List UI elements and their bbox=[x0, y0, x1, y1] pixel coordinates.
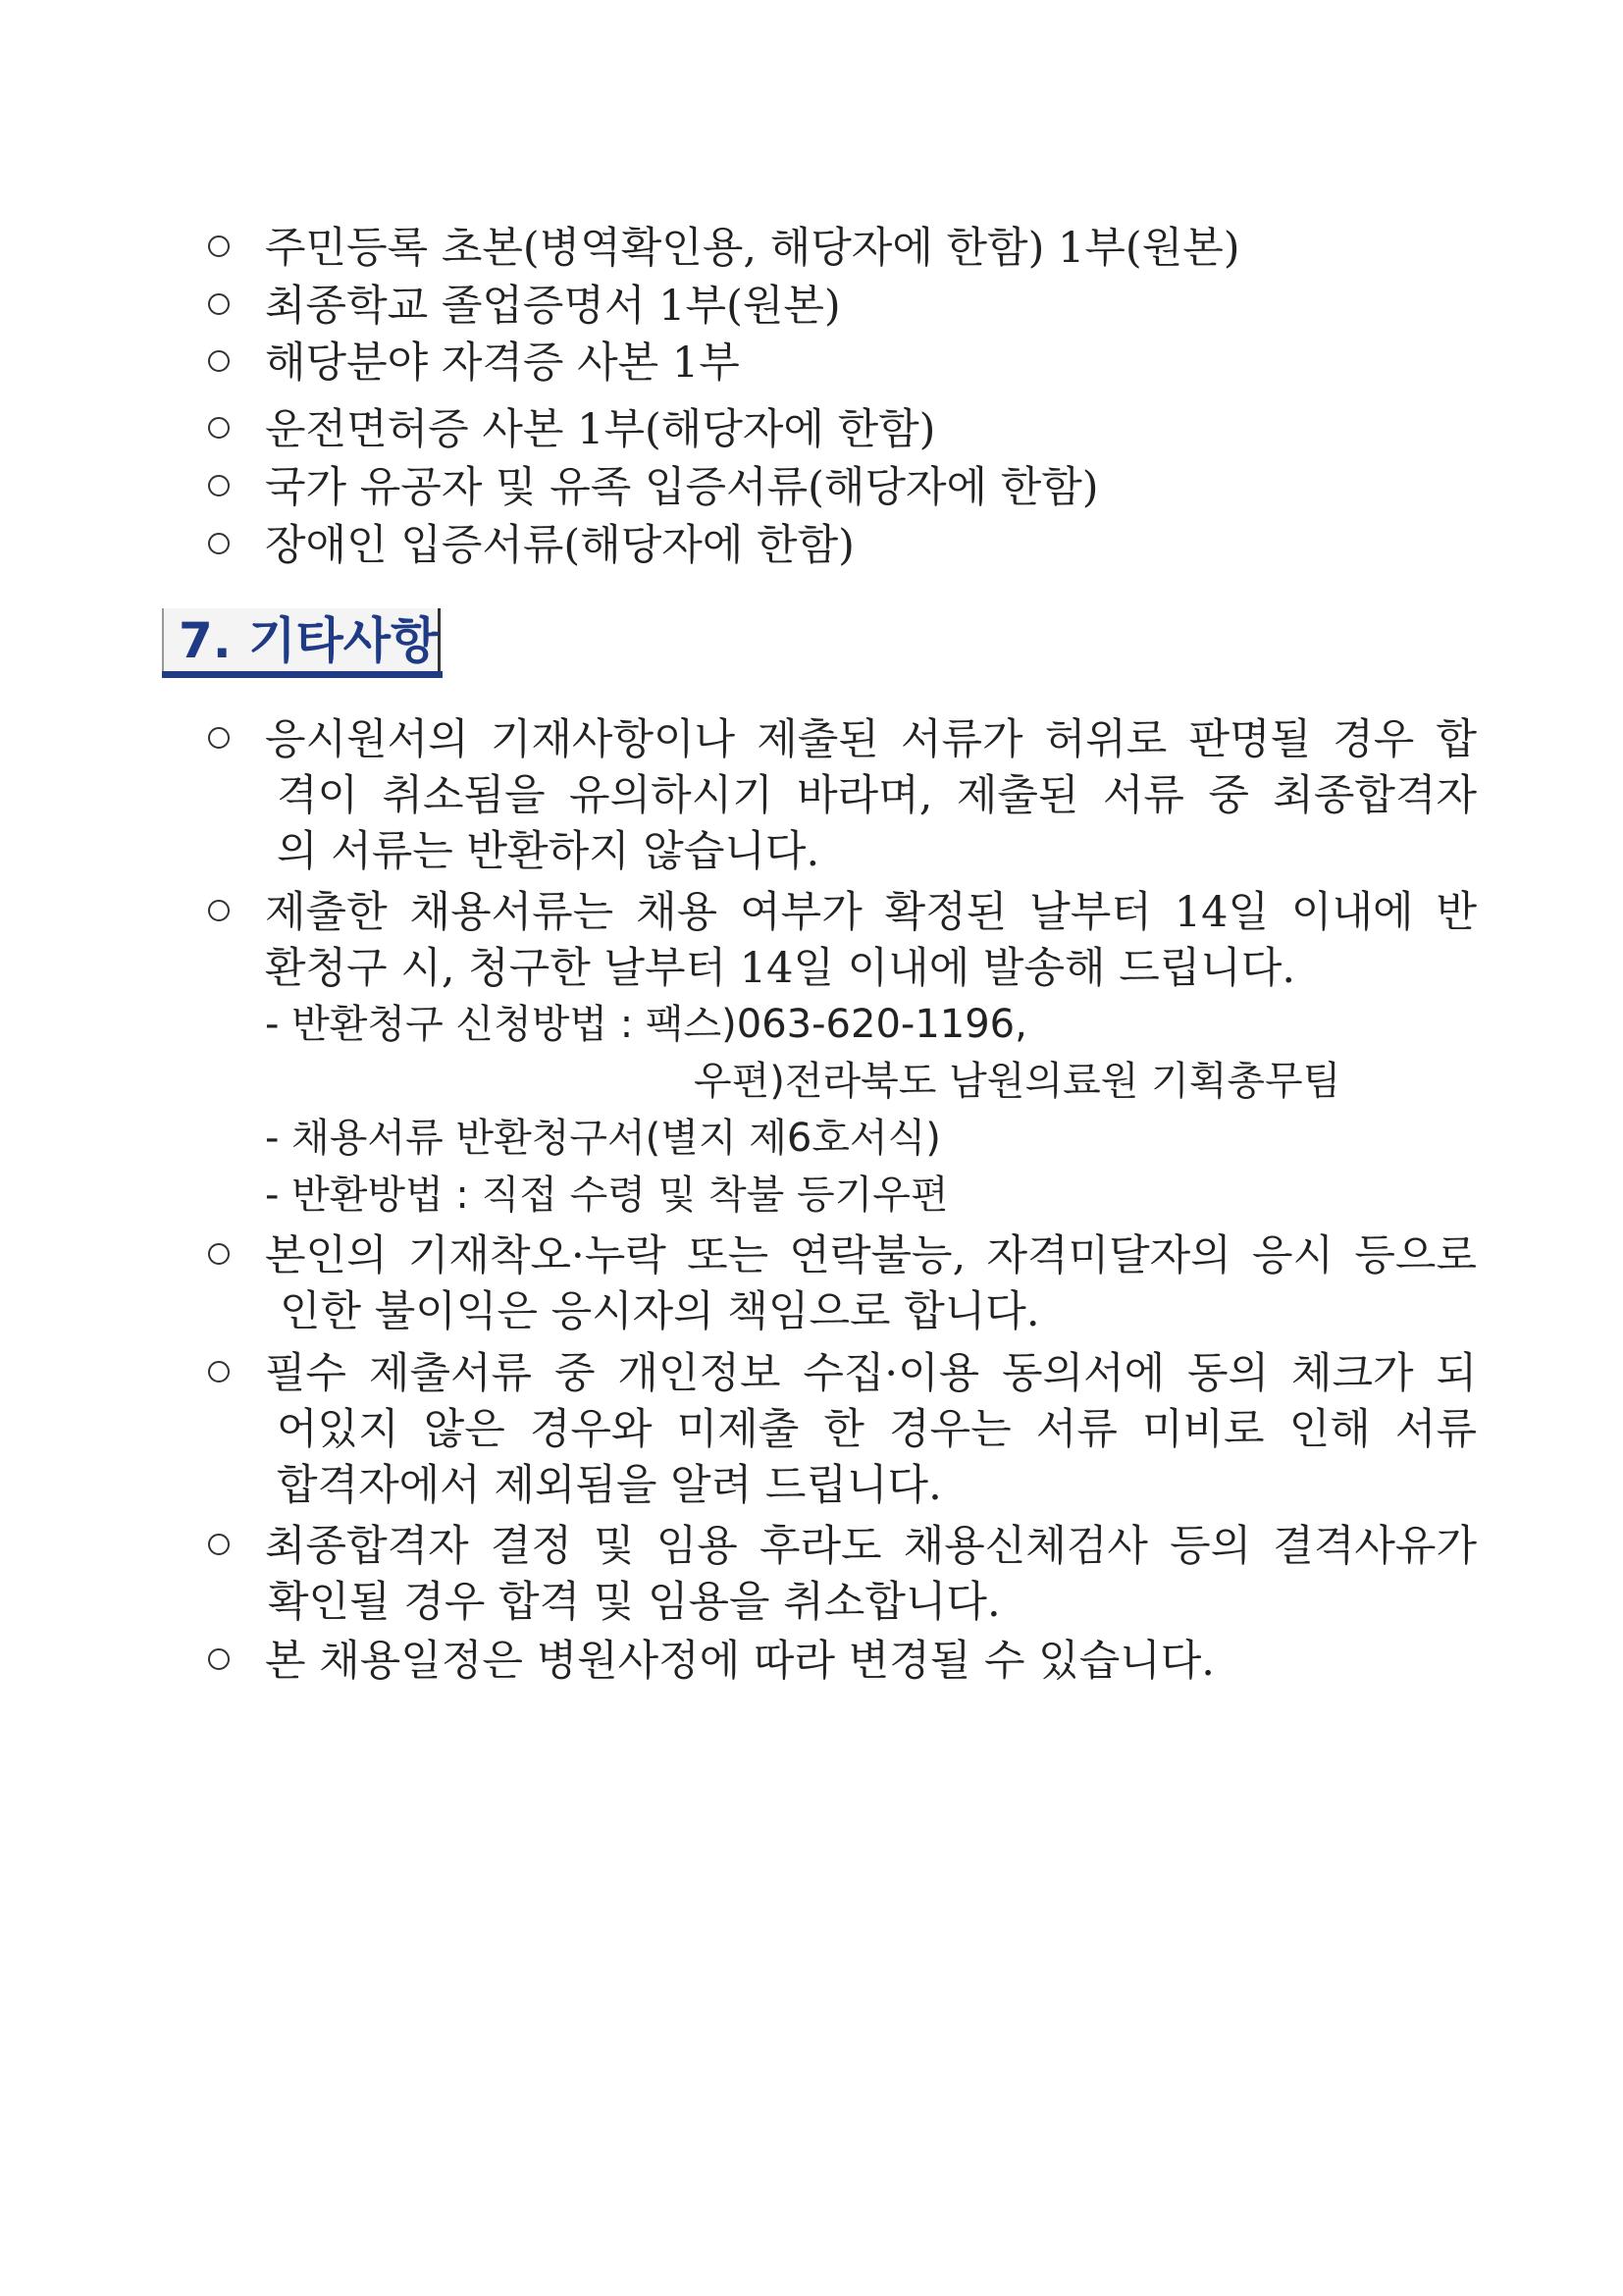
document-item: 국가 유공자 및 유족 입증서류(해당자에 한함) bbox=[265, 463, 1099, 512]
bullet-icon bbox=[208, 1648, 230, 1670]
document-item: 주민등록 초본(병역확인용, 해당자에 한함) 1부(원본) bbox=[265, 224, 1240, 273]
sub-item: - 반환청구 신청방법 : 팩스)063-620-1196, bbox=[265, 1002, 1027, 1047]
sub-item: - 반환방법 : 직접 수령 및 착불 등기우편 bbox=[265, 1173, 949, 1218]
paragraph-line: 환청구 시, 청구한 날부터 14일 이내에 발송해 드립니다. bbox=[265, 944, 1296, 993]
section-title: 7. 기타사항 bbox=[179, 612, 439, 669]
bullet-icon bbox=[208, 727, 230, 749]
document-item: 최종학교 졸업증명서 1부(원본) bbox=[265, 282, 841, 331]
document-item: 장애인 입증서류(해당자에 한함) bbox=[265, 521, 855, 570]
bullet-icon bbox=[208, 1361, 230, 1383]
section-heading-underline bbox=[162, 671, 443, 678]
paragraph-line: 본 채용일정은 병원사정에 따라 변경될 수 있습니다. bbox=[265, 1637, 1215, 1686]
bullet-icon bbox=[208, 350, 230, 372]
paragraph-line: 인한 불이익은 응시자의 책임으로 합니다. bbox=[280, 1287, 1040, 1336]
document-item: 운전면허증 사본 1부(해당자에 한함) bbox=[265, 405, 936, 454]
bullet-icon bbox=[208, 900, 230, 921]
sub-item: - 채용서류 반환청구서(별지 제6호서식) bbox=[265, 1116, 941, 1161]
bullet-icon bbox=[208, 475, 230, 496]
paragraph-line: 어있지 않은 경우와 미제출 한 경우는 서류 미비로 인해 서류 bbox=[277, 1405, 1477, 1454]
sub-item: 우편)전라북도 남원의료원 기획총무팀 bbox=[694, 1059, 1341, 1104]
bullet-icon bbox=[208, 1243, 230, 1265]
paragraph-line: 합격자에서 제외됨을 알려 드립니다. bbox=[277, 1461, 942, 1510]
paragraph-line: 의 서류는 반환하지 않습니다. bbox=[277, 827, 820, 876]
paragraph-line: 제출한 채용서류는 채용 여부가 확정된 날부터 14일 이내에 반 bbox=[265, 888, 1477, 937]
paragraph-line: 격이 취소됨을 유의하시기 바라며, 제출된 서류 중 최종합격자 bbox=[277, 771, 1477, 820]
paragraph-line: 본인의 기재착오·누락 또는 연락불능, 자격미달자의 응시 등으로 bbox=[265, 1231, 1477, 1280]
paragraph-line: 확인될 경우 합격 및 임용을 취소합니다. bbox=[268, 1578, 1001, 1627]
bullet-icon bbox=[208, 1534, 230, 1555]
document-item: 해당분야 자격증 사본 1부 bbox=[265, 339, 740, 388]
paragraph-line: 최종합격자 결정 및 임용 후라도 채용신체검사 등의 결격사유가 bbox=[265, 1522, 1477, 1571]
paragraph-line: 응시원서의 기재사항이나 제출된 서류가 허위로 판명될 경우 합 bbox=[265, 715, 1477, 764]
bullet-icon bbox=[208, 293, 230, 315]
bullet-icon bbox=[208, 417, 230, 439]
bullet-icon bbox=[208, 533, 230, 554]
paragraph-line: 필수 제출서류 중 개인정보 수집·이용 동의서에 동의 체크가 되 bbox=[265, 1349, 1477, 1398]
bullet-icon bbox=[208, 235, 230, 257]
